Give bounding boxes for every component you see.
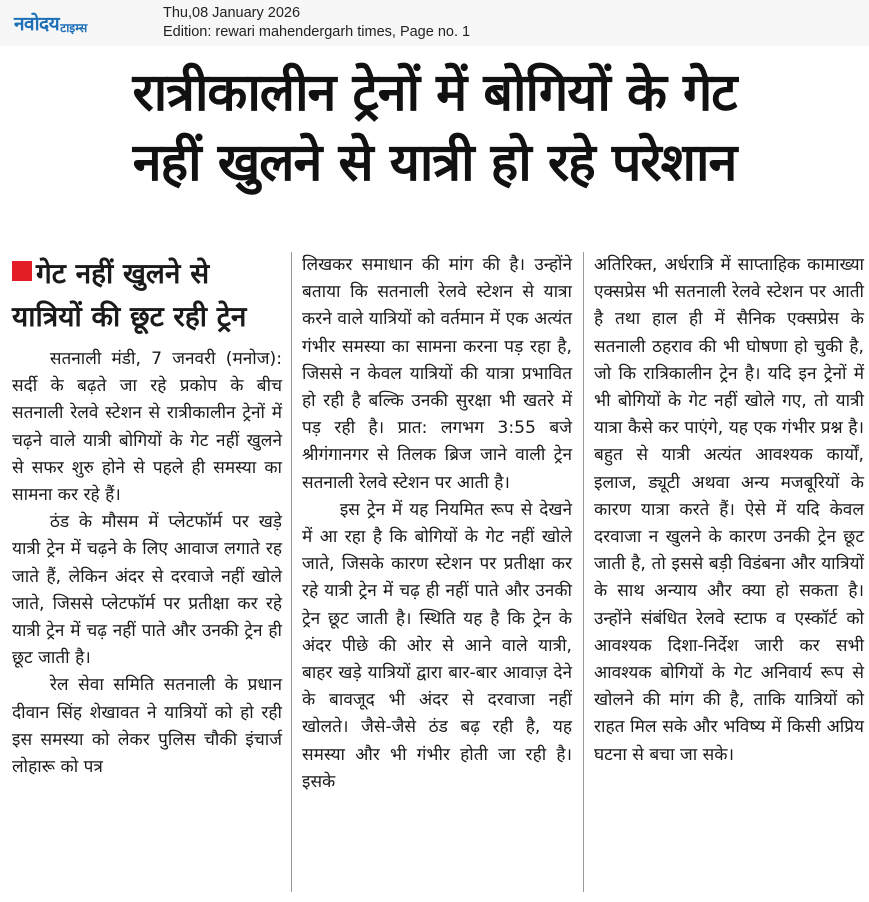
red-square-bullet-icon bbox=[12, 261, 32, 281]
headline-line-1: रात्रीकालीन ट्रेनों में बोगियों के गेट bbox=[132, 63, 737, 123]
edition-header bbox=[0, 0, 869, 46]
edition-info: Edition: rewari mahendergarh times, Page no. 1 bbox=[163, 24, 471, 40]
paragraph: लिखकर समाधान की मांग की है। उन्होंने बताया कि सतनाली रेलवे स्टेशन से यात्रा करने वाले यात्रियों को वर्तमान में एक अत्यंत गंभीर समस्या का सामना करना पड़ रहा है, जिससे न केवल यात्रियों की यात्रा प्रभावित हो रही है बल्कि उनकी सुरक्षा भी खतरे में पड़ रही है। प्रात: लगभग 3:55 बजे श्रीगंगानगर से तिलक ब्रिज जाने वाली ट्रेन सतनाली रेलवे स्टेशन पर आती है। bbox=[302, 255, 572, 493]
paragraph: ठंड के मौसम में प्लेटफॉर्म पर खड़े यात्री ट्रेन में चढ़ने के लिए आवाज लगाते रह जाते हैं, लेकिन अंदर से दरवाजे नहीं खोले जाते, जिससे प्लेटफॉर्म पर प्रतीक्षा कर रहे यात्री ट्रेन में चढ़ नहीं पाते और उनकी ट्रेन ही छूट जाती है। bbox=[12, 512, 282, 669]
article-headline bbox=[0, 58, 869, 198]
paragraph: इस ट्रेन में यह नियमित रूप से देखने में आ रहा है कि बोगियों के गेट नहीं खोले जाते, जिसके कारण स्टेशन पर प्रतीक्षा कर रहे यात्री ट्रेन में चढ़ ही नहीं पाते और उनकी ट्रेन छूट जाती है। स्थिति यह है कि ट्रेन के अंदर पीछे की ओर से आने वाले यात्री, बाहर खड़े यात्रियों द्वारा बार-बार आवाज़ देने के बावजूद भी अंदर से दरवाजा नहीं खोलते। जैसे-जैसे ठंड बढ़ रही है, यह समस्या और भी गंभीर होती जा रही है। इसके bbox=[302, 499, 572, 792]
headline-line-2: नहीं खुलने से यात्री हो रहे परेशान bbox=[132, 133, 737, 193]
article-column-1 bbox=[12, 252, 282, 781]
article-column-2 bbox=[302, 252, 572, 796]
subheading bbox=[12, 252, 282, 338]
paragraph: सतनाली मंडी, 7 जनवरी (मनोज): सर्दी के बढ़ते जा रहे प्रकोप के बीच सतनाली रेलवे स्टेशन से रात्रीकालीन ट्रेनों में चढ़ने वाले यात्री बोगियों के गेट नहीं खुलने से सफर शुरु होने से पहले ही समस्या का सामना कर रहे हैं। bbox=[12, 349, 282, 506]
paragraph: अतिरिक्त, अर्धरात्रि में साप्ताहिक कामाख्या एक्सप्रेस भी सतनाली रेलवे स्टेशन पर आती है तथा हाल ही में सैनिक एक्सप्रेस के सतनाली ठहराव की भी घोषणा हो चुकी है, जो कि रात्रिकालीन ट्रेन है। यदि इन ट्रेनों में भी बोगियों के गेट नहीं खोले गए, तो यात्री यात्रा कैसे कर पाएंगे, यह एक गंभीर प्रश्न है। बहुत से यात्री अत्यंत आवश्यक कार्यों, इलाज, ड्यूटी अथवा अन्य मजबूरियों के कारण यात्रा करते हैं। ऐसे में यदि केवल दरवाजा न खुलने के कारण उनकी ट्रेन छूट जाती है, तो इससे बड़ी विडंबना और यात्रियों के साथ अन्याय और क्या हो सकता है। उन्होंने संबंधित रेलवे स्टाफ व एस्कॉर्ट को आवश्यक दिशा-निर्देश जारी कर सभी आवश्यक बोगियों के गेट अनिवार्य रूप से खोलने की मांग की है, ताकि यात्रियों को राहत मिल सके और भविष्य में किसी अप्रिय घटना से बचा जा सके। bbox=[594, 255, 864, 765]
subheading-text: गेट नहीं खुलने से यात्रियों की छूट रही ट्रेन bbox=[12, 257, 247, 333]
edition-date: Thu,08 January 2026 bbox=[163, 5, 301, 21]
column-divider bbox=[291, 252, 292, 892]
paragraph: रेल सेवा समिति सतनाली के प्रधान दीवान सिंह शेखावत ने यात्रियों को हो रही इस समस्या को लेकर पुलिस चौकी इंचार्ज लोहारू को पत्र bbox=[12, 675, 282, 778]
article-column-3 bbox=[594, 252, 864, 769]
edition-meta bbox=[163, 4, 470, 42]
column-divider bbox=[583, 252, 584, 892]
logo-sub: टाइम्स bbox=[60, 21, 88, 35]
logo-main: नवोदय bbox=[14, 13, 60, 35]
newspaper-logo bbox=[14, 10, 87, 36]
